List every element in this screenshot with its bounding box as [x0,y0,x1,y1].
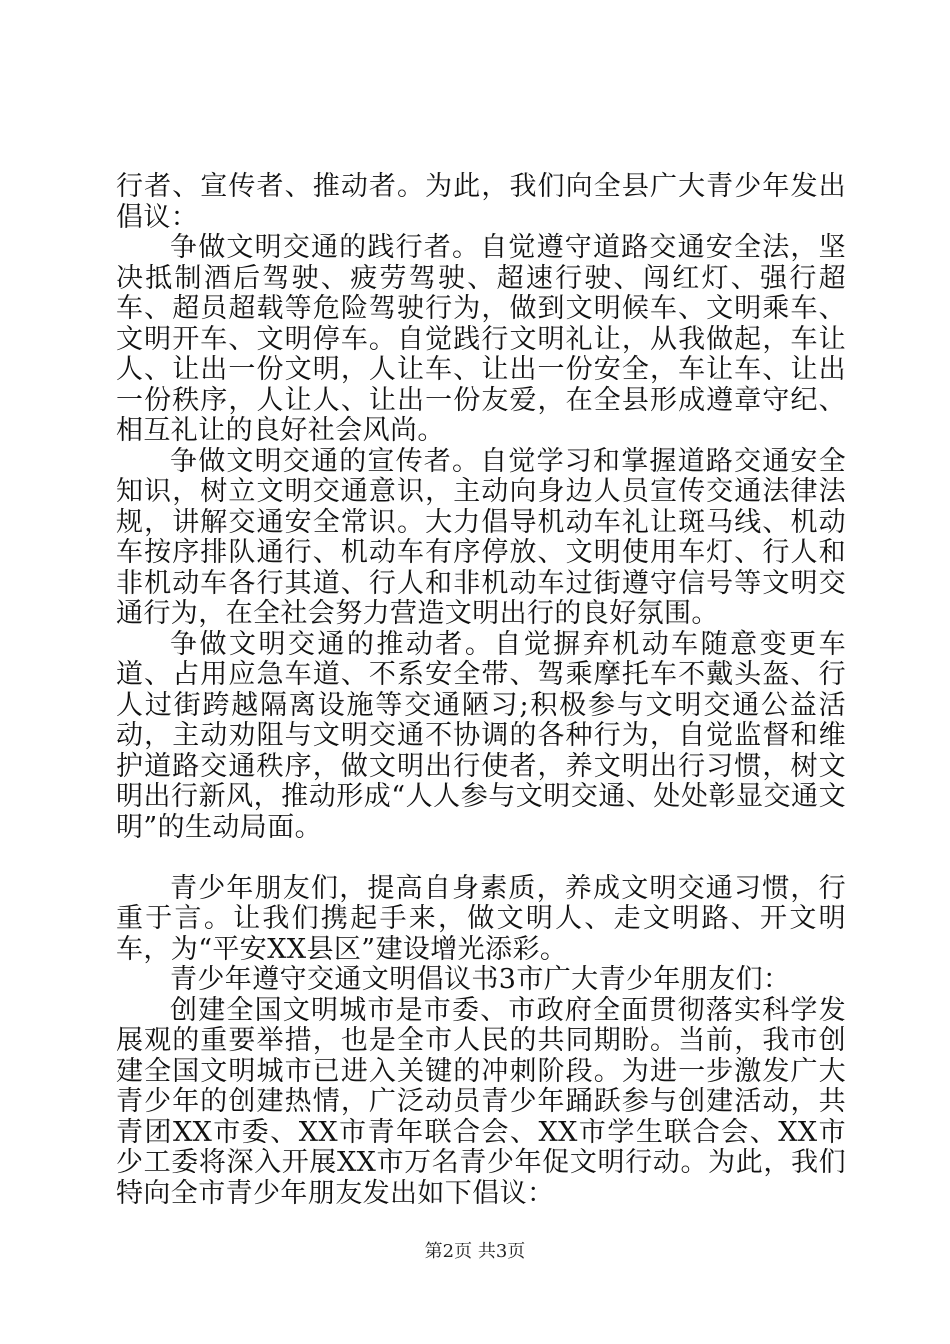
paragraph-continuation: 行者、宣传者、推动者。为此，我们向全县广大青少年发出倡议： [116,171,846,233]
paragraph-propagandist: 争做文明交通的宣传者。自觉学习和掌握道路交通安全知识，树立文明交通意识，主动向身边人员宣传交通法律法规，讲解交通安全常识。大力倡导机动车礼让斑马线、机动车按序排队通行、机动车有序停放、文明使用车灯、行人和非机动车各行其道、行人和非机动车过街遵守信号等文明交通行为，在全社会努力营造文明出行的良好氛围。 [116,445,846,629]
document-body [116,172,846,1209]
page-footer: 第2页 共3页 [424,1241,526,1262]
paragraph-proposal-3-heading: 青少年遵守交通文明倡议书3市广大青少年朋友们： [170,964,791,995]
paragraph-closing-call: 青少年朋友们，提高自身素质，养成文明交通习惯，行重于言。让我们携起手来，做文明人、走文明路、开文明车，为“平安XX县区”建设增光添彩。 [116,872,846,965]
paragraph-practitioner: 争做文明交通的践行者。自觉遵守道路交通安全法，坚决抵制酒后驾驶、疲劳驾驶、超速行驶、闯红灯、强行超车、超员超载等危险驾驶行为，做到文明候车、文明乘车、文明开车、文明停车。自觉践行文明礼让，从我做起，车让人、让出一份文明，人让车、让出一份安全，车让车、让出一份秩序，人让人、让出一份友爱，在全县形成遵章守纪、相互礼让的良好社会风尚。 [116,232,846,446]
paragraph-spacer [116,843,846,874]
paragraph-promoter: 争做文明交通的推动者。自觉摒弃机动车随意变更车道、占用应急车道、不系安全带、驾乘摩托车不戴头盔、行人过街跨越隔离设施等交通陋习;积极参与文明交通公益活动，主动劝阻与文明交通不协调的各种行为，自觉监督和维护道路交通秩序，做文明出行使者，养文明出行习惯，树文明出行新风，推动形成“人人参与文明交通、处处彰显交通文明”的生动局面。 [116,628,846,843]
paragraph-city-proposal: 创建全国文明城市是市委、市政府全面贯彻落实科学发展观的重要举措，也是全市人民的共同期盼。当前，我市创建全国文明城市已进入关键的冲刺阶段。为进一步激发广大青少年的创建热情，广泛动员青少年踊跃参与创建活动，共青团XX市委、XX市青年联合会、XX市学生联合会、XX市少工委将深入开展XX市万名青少年促文明行动。为此，我们特向全市青少年朋友发出如下倡议： [116,994,846,1209]
